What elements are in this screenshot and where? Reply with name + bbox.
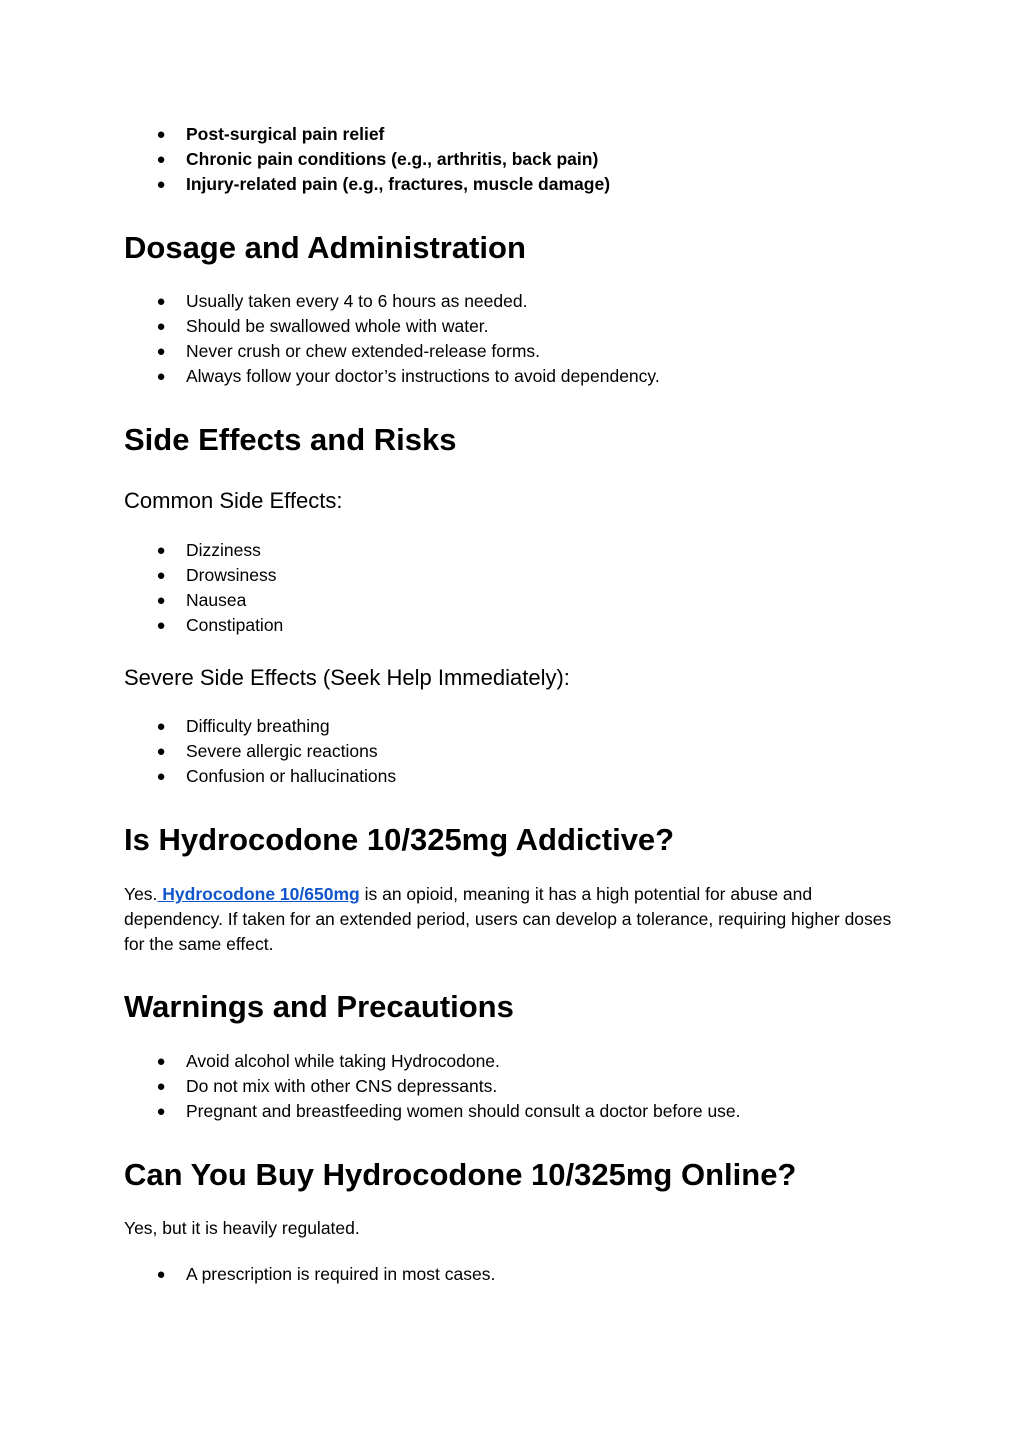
common-side-effects-list bbox=[0, 538, 283, 638]
bullet-icon: ● bbox=[156, 318, 166, 335]
warnings-heading: Warnings and Precautions bbox=[124, 989, 514, 1024]
list-item: ● Chronic pain conditions (e.g., arthritis, back pain) bbox=[0, 147, 610, 172]
list-item: ● Dizziness bbox=[0, 538, 283, 563]
severe-side-effects-list bbox=[0, 714, 396, 789]
dosage-list bbox=[0, 289, 660, 389]
list-item: ● Injury-related pain (e.g., fractures, muscle damage) bbox=[0, 172, 610, 197]
bullet-icon: ● bbox=[156, 768, 166, 785]
dosage-heading: Dosage and Administration bbox=[124, 230, 526, 265]
bullet-icon: ● bbox=[156, 617, 166, 634]
bullet-icon: ● bbox=[156, 743, 166, 760]
list-item: ● Never crush or chew extended-release forms. bbox=[0, 339, 660, 364]
addictive-paragraph: Yes. Hydrocodone 10/650mg is an opioid, meaning it has a high potential for abuse and dependency. If taken for an extended period, users can develop a tolerance, requiring higher doses for the same effect. bbox=[124, 884, 892, 954]
bullet-icon: ● bbox=[156, 1266, 166, 1283]
bullet-icon: ● bbox=[156, 1078, 166, 1095]
list-item: ● Should be swallowed whole with water. bbox=[0, 314, 660, 339]
warnings-list bbox=[0, 1049, 741, 1124]
list-item: ● Avoid alcohol while taking Hydrocodone. bbox=[0, 1049, 741, 1074]
list-item: ● Always follow your doctor’s instructions to avoid dependency. bbox=[0, 364, 660, 389]
bullet-icon: ● bbox=[156, 567, 166, 584]
list-item: ● Confusion or hallucinations bbox=[0, 764, 396, 789]
list-item: ● Do not mix with other CNS depressants. bbox=[0, 1074, 741, 1099]
addictive-heading: Is Hydrocodone 10/325mg Addictive? bbox=[124, 822, 675, 857]
bullet-icon: ● bbox=[156, 592, 166, 609]
bullet-icon: ● bbox=[156, 718, 166, 735]
side-effects-heading: Side Effects and Risks bbox=[124, 422, 457, 457]
list-item: ● Pregnant and breastfeeding women should consult a doctor before use. bbox=[0, 1099, 741, 1124]
common-side-effects-heading: Common Side Effects: bbox=[124, 488, 343, 513]
bullet-icon: ● bbox=[156, 151, 166, 168]
bullet-icon: ● bbox=[156, 368, 166, 385]
list-item: ● A prescription is required in most cases. bbox=[0, 1262, 495, 1287]
uses-list bbox=[0, 122, 610, 197]
bullet-icon: ● bbox=[156, 542, 166, 559]
bullet-icon: ● bbox=[156, 293, 166, 310]
list-item: ● Nausea bbox=[0, 588, 283, 613]
list-item: ● Usually taken every 4 to 6 hours as needed. bbox=[0, 289, 660, 314]
list-item: ● Constipation bbox=[0, 613, 283, 638]
buy-online-paragraph: Yes, but it is heavily regulated. bbox=[124, 1218, 360, 1238]
bullet-icon: ● bbox=[156, 1053, 166, 1070]
bullet-icon: ● bbox=[156, 176, 166, 193]
bullet-icon: ● bbox=[156, 1103, 166, 1120]
list-item: ● Difficulty breathing bbox=[0, 714, 396, 739]
hydrocodone-link[interactable]: Hydrocodone 10/650mg bbox=[157, 884, 360, 904]
buy-online-heading: Can You Buy Hydrocodone 10/325mg Online? bbox=[124, 1157, 797, 1192]
buy-online-list bbox=[0, 1262, 495, 1287]
bullet-icon: ● bbox=[156, 343, 166, 360]
severe-side-effects-heading: Severe Side Effects (Seek Help Immediately): bbox=[124, 665, 570, 690]
list-item: ● Severe allergic reactions bbox=[0, 739, 396, 764]
bullet-icon: ● bbox=[156, 126, 166, 143]
list-item: ● Post-surgical pain relief bbox=[0, 122, 610, 147]
list-item: ● Drowsiness bbox=[0, 563, 283, 588]
